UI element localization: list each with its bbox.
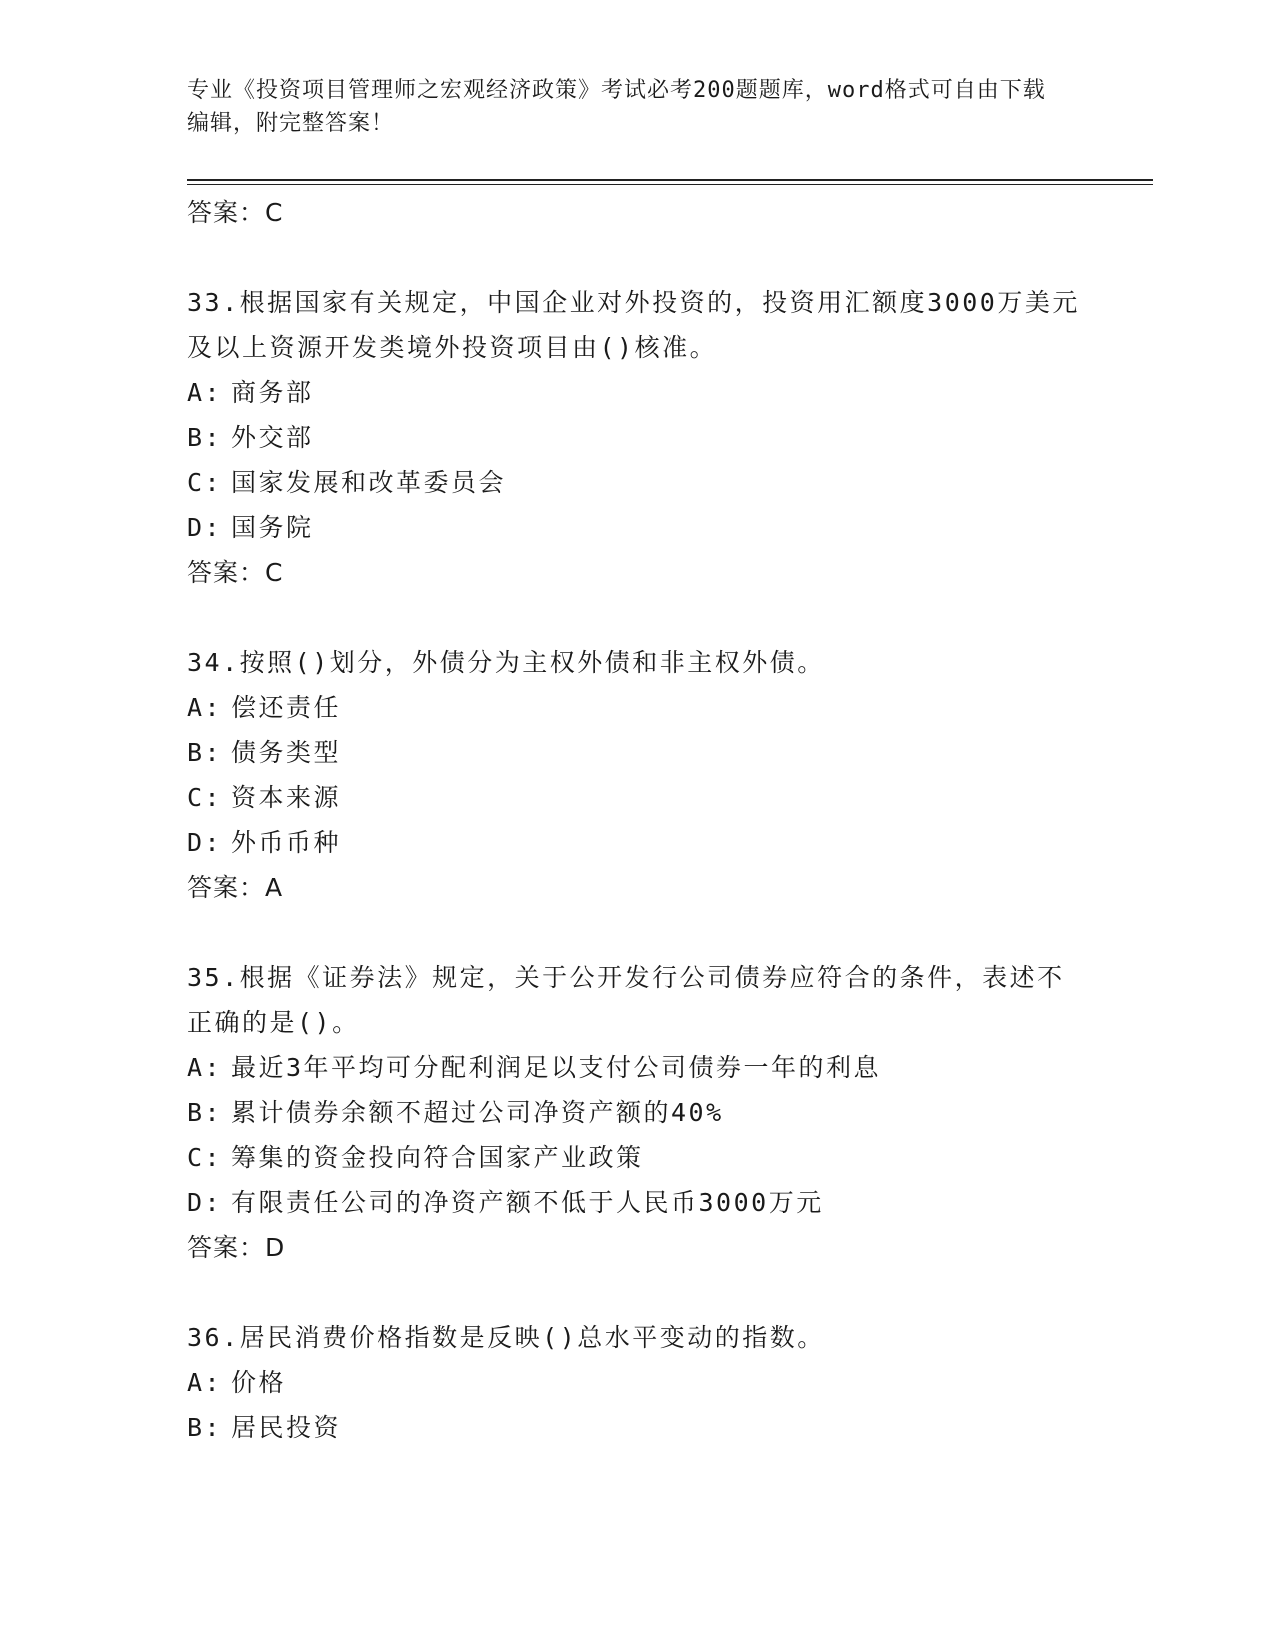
option-a <box>187 685 1087 730</box>
answer-line: 答案：C <box>187 558 284 587</box>
question-text: 36.居民消费价格指数是反映()总水平变动的指数。 <box>187 1323 825 1352</box>
option-a <box>187 1360 1087 1405</box>
option-c <box>187 1135 1087 1180</box>
option-b <box>187 1405 1087 1450</box>
document-header: 专业《投资项目管理师之宏观经济政策》考试必考200题题库，word格式可自由下载编辑，附完整答案！ <box>187 78 1046 136</box>
option-letter: D: <box>187 828 223 857</box>
option-text: 偿还责任 <box>231 693 342 722</box>
spacer <box>187 236 1087 280</box>
option-text: 国家发展和改革委员会 <box>231 468 507 497</box>
option-text: 商务部 <box>231 378 314 407</box>
option-text: 债务类型 <box>231 738 342 767</box>
option-letter: C: <box>187 1143 223 1172</box>
answer-line: 答案：D <box>187 1233 286 1262</box>
question-block <box>187 955 1087 1271</box>
option-text: 外交部 <box>231 423 314 452</box>
option-letter: A: <box>187 1368 223 1397</box>
question-block <box>187 1315 1087 1450</box>
option-letter: B: <box>187 1413 223 1442</box>
spacer <box>187 911 1087 955</box>
question-block <box>187 640 1087 911</box>
option-c <box>187 775 1087 820</box>
option-text: 居民投资 <box>231 1413 342 1442</box>
option-text: 累计债券余额不超过公司净资产额的40% <box>231 1098 724 1127</box>
header-divider-thin <box>187 184 1153 185</box>
question-block <box>187 280 1087 596</box>
option-letter: A: <box>187 1053 223 1082</box>
option-text: 最近3年平均可分配利润足以支付公司债券一年的利息 <box>231 1053 882 1082</box>
option-d <box>187 1180 1087 1225</box>
option-letter: B: <box>187 423 223 452</box>
option-text: 有限责任公司的净资产额不低于人民币3000万元 <box>231 1188 824 1217</box>
option-d <box>187 820 1087 865</box>
question-text: 34.按照()划分，外债分为主权外债和非主权外债。 <box>187 648 825 677</box>
option-letter: C: <box>187 468 223 497</box>
option-text: 外币币种 <box>231 828 342 857</box>
option-text: 资本来源 <box>231 783 342 812</box>
option-letter: C: <box>187 783 223 812</box>
spacer <box>187 1271 1087 1315</box>
previous-answer: 答案：C <box>187 198 284 227</box>
option-letter: B: <box>187 1098 223 1127</box>
option-b <box>187 1090 1087 1135</box>
spacer <box>187 596 1087 640</box>
option-text: 筹集的资金投向符合国家产业政策 <box>231 1143 644 1172</box>
option-a <box>187 370 1087 415</box>
option-text: 价格 <box>231 1368 287 1397</box>
option-letter: D: <box>187 1188 223 1217</box>
question-text: 35.根据《证券法》规定，关于公开发行公司债券应符合的条件，表述不正确的是()。 <box>187 963 1065 1037</box>
option-b <box>187 415 1087 460</box>
option-letter: A: <box>187 693 223 722</box>
option-letter: B: <box>187 738 223 767</box>
question-text: 33.根据国家有关规定，中国企业对外投资的，投资用汇额度3000万美元及以上资源开发类境外投资项目由()核准。 <box>187 288 1080 362</box>
option-letter: A: <box>187 378 223 407</box>
option-letter: D: <box>187 513 223 542</box>
answer-line: 答案：A <box>187 873 284 902</box>
option-b <box>187 730 1087 775</box>
option-a <box>187 1045 1087 1090</box>
header-divider-thick <box>187 179 1153 181</box>
question-list <box>187 190 1087 1450</box>
option-c <box>187 460 1087 505</box>
option-d <box>187 505 1087 550</box>
option-text: 国务院 <box>231 513 314 542</box>
